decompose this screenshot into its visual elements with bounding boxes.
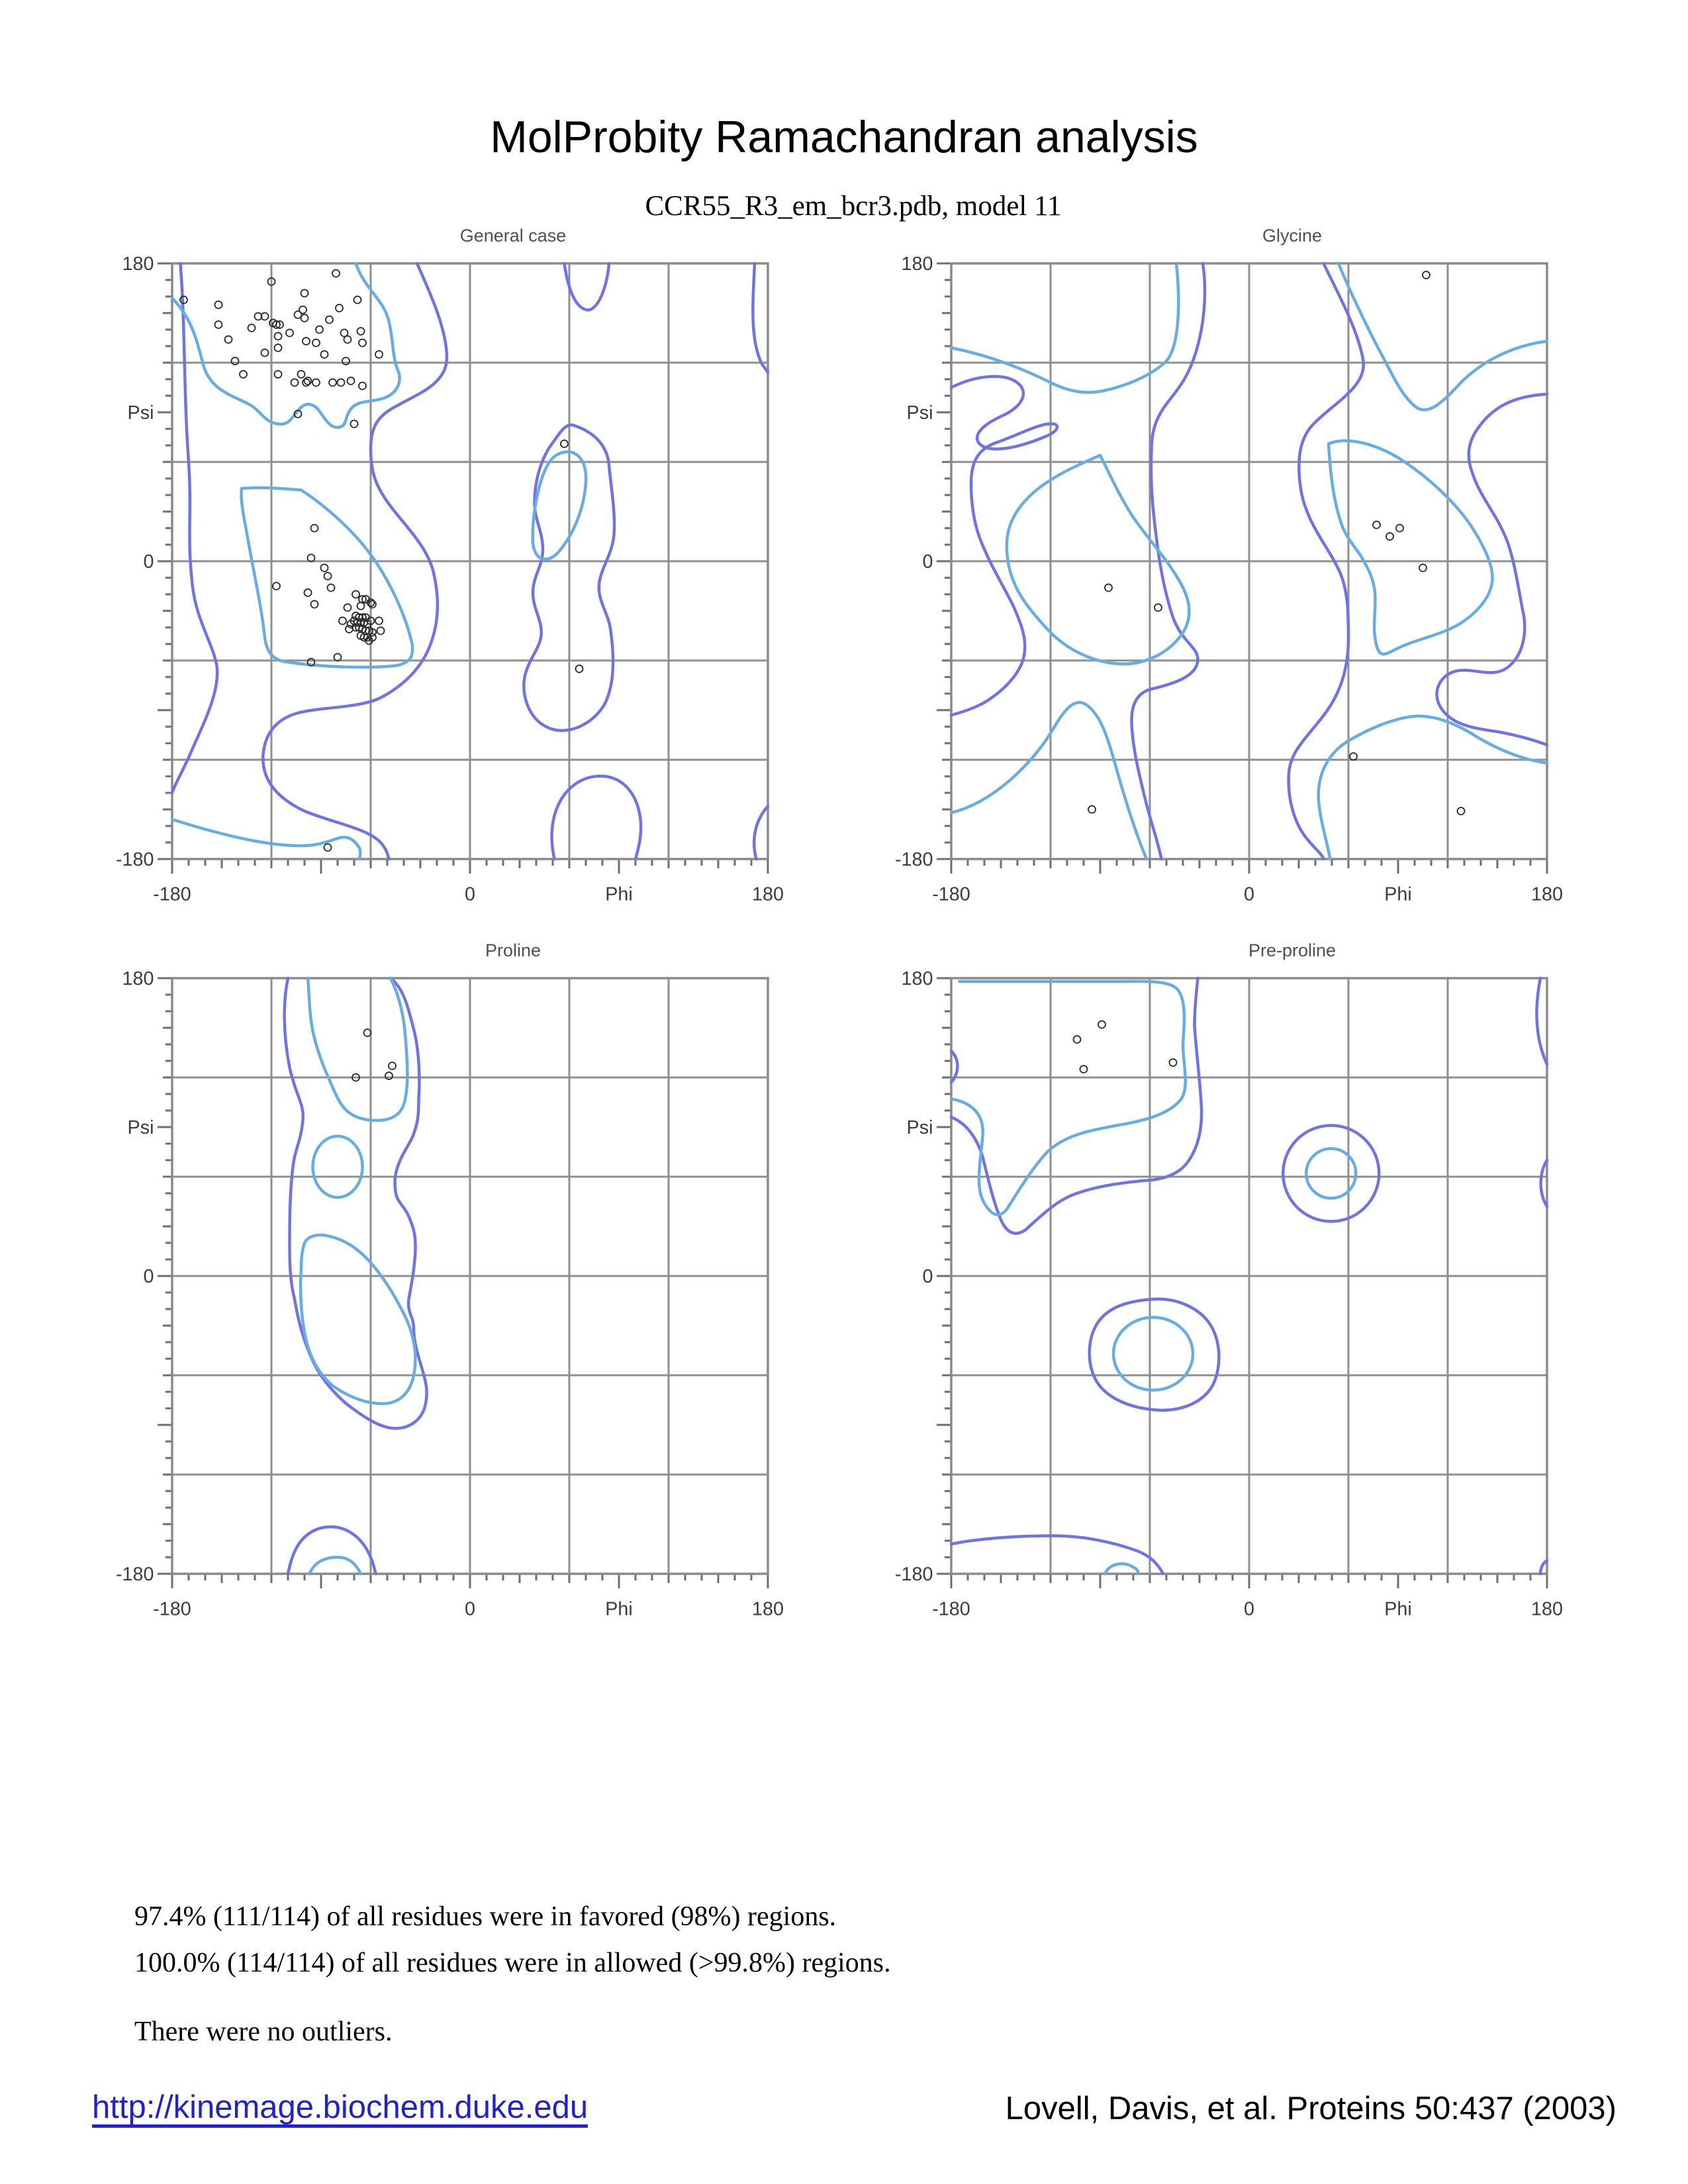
residue-point: [352, 591, 359, 598]
x-axis-label: Phi: [605, 1598, 633, 1620]
y-axis-label: Psi: [127, 1117, 154, 1138]
residue-point: [339, 617, 346, 625]
residue-point: [305, 377, 312, 385]
stat-allowed: 100.0% (114/114) of all residues were in allowed (>99.8%) regions.: [134, 1948, 891, 1978]
y-axis-label: 0: [922, 551, 933, 572]
residue-point: [344, 604, 352, 612]
residue-point: [326, 316, 333, 324]
residue-point: [1419, 565, 1427, 572]
residue-point: [1170, 1059, 1177, 1066]
x-axis-label: -180: [153, 1598, 191, 1620]
y-axis-label: 0: [143, 551, 154, 572]
residue-point: [215, 301, 222, 308]
residue-point: [324, 844, 332, 851]
x-axis-label: 0: [465, 884, 475, 905]
axis-labels: [116, 968, 784, 1620]
residue-point: [321, 351, 328, 358]
x-axis-label: 180: [1531, 1598, 1563, 1620]
contours-favored: [951, 981, 1356, 1574]
y-axis-label: -180: [115, 1564, 154, 1585]
axis-ticks: [937, 978, 1547, 1588]
y-axis-label: 180: [901, 968, 933, 989]
residue-point: [301, 290, 308, 297]
residue-point: [561, 440, 568, 447]
residue-point: [357, 602, 365, 610]
residue-point: [1386, 533, 1393, 540]
residue-point: [338, 379, 345, 387]
citation-text: Lovell, Davis, et al. Proteins 50:437 (2003): [1005, 2091, 1617, 2126]
grid-lines: [951, 263, 1547, 859]
plot-title-general-case: General case: [459, 226, 567, 246]
y-axis-label: -180: [894, 849, 933, 870]
residue-point: [375, 617, 383, 625]
residue-point: [303, 379, 310, 387]
plot-title-proline: Proline: [485, 940, 541, 960]
axis-ticks: [937, 263, 1547, 874]
residue-point: [576, 665, 583, 672]
stat-outliers: There were no outliers.: [134, 2017, 393, 2047]
y-axis-label: -180: [894, 1564, 933, 1585]
x-axis-label: -180: [153, 884, 191, 905]
ramachandran-plot-proline: [103, 962, 794, 1643]
y-axis-label: 0: [143, 1266, 154, 1287]
residue-point: [248, 324, 256, 332]
y-axis-label: 180: [122, 253, 154, 275]
residue-point: [225, 336, 232, 343]
page-subtitle: CCR55_R3_em_bcr3.pdb, model 11: [645, 191, 1062, 222]
residue-point: [1088, 806, 1096, 813]
y-axis-label: Psi: [906, 402, 933, 424]
residue-point: [359, 383, 366, 390]
residue-point: [312, 340, 320, 347]
residue-point: [1105, 584, 1112, 592]
residue-points: [352, 1029, 396, 1081]
x-axis-label: Phi: [605, 884, 633, 905]
ramachandran-plot-general-case: [103, 247, 794, 929]
residue-point: [301, 314, 308, 322]
residue-point: [1080, 1066, 1088, 1073]
ramachandran-plot-pre-proline: [882, 962, 1573, 1643]
y-axis-label: Psi: [906, 1117, 933, 1138]
residue-point: [303, 338, 310, 345]
stat-favored: 97.4% (111/114) of all residues were in favored (98%) regions.: [134, 1901, 837, 1932]
residue-point: [298, 371, 305, 378]
residue-point: [351, 420, 358, 428]
residue-point: [359, 340, 366, 347]
residue-point: [1373, 522, 1380, 529]
residue-point: [1396, 525, 1403, 532]
axis-labels: [116, 253, 784, 905]
kinemage-link[interactable]: http://kinemage.biochem.duke.edu: [92, 2089, 588, 2125]
y-axis-label: 0: [922, 1266, 933, 1287]
axis-ticks: [158, 978, 768, 1588]
x-axis-label: 0: [1244, 884, 1254, 905]
x-axis-label: 0: [1244, 1598, 1254, 1620]
residue-point: [348, 377, 355, 385]
residue-point: [286, 330, 293, 337]
grid-lines: [172, 978, 768, 1574]
residue-point: [324, 572, 332, 580]
residue-point: [312, 379, 320, 387]
plot-title-glycine: Glycine: [1262, 226, 1323, 246]
residue-point: [311, 601, 318, 608]
residue-point: [1098, 1021, 1105, 1028]
residue-point: [311, 525, 318, 532]
ramachandran-plot-glycine: [882, 247, 1573, 929]
residue-point: [261, 349, 269, 357]
x-axis-label: 180: [1531, 884, 1563, 905]
grid-lines: [951, 978, 1547, 1574]
x-axis-label: Phi: [1384, 1598, 1412, 1620]
x-axis-label: 180: [752, 884, 784, 905]
residue-point: [1154, 604, 1162, 612]
x-axis-label: 0: [465, 1598, 475, 1620]
y-axis-label: 180: [901, 253, 933, 275]
residue-point: [291, 379, 299, 387]
residue-point: [1423, 271, 1430, 279]
residue-point: [1458, 807, 1465, 815]
residue-point: [316, 326, 323, 334]
residue-point: [305, 589, 312, 596]
x-axis-label: -180: [932, 884, 970, 905]
residue-point: [354, 296, 361, 304]
y-axis-label: Psi: [127, 402, 154, 424]
residue-point: [240, 371, 247, 378]
x-axis-label: 180: [752, 1598, 784, 1620]
page-title: MolProbity Ramachandran analysis: [490, 112, 1198, 162]
residue-point: [321, 565, 328, 572]
residue-point: [336, 304, 343, 312]
residue-point: [344, 336, 352, 343]
axis-ticks: [158, 263, 768, 874]
x-axis-label: -180: [932, 1598, 970, 1620]
residue-point: [357, 328, 365, 335]
residue-point: [275, 344, 282, 351]
residue-point: [273, 582, 280, 590]
residue-points: [1074, 1021, 1177, 1073]
residue-point: [275, 333, 282, 340]
residue-point: [275, 371, 282, 378]
residue-point: [375, 351, 383, 358]
y-axis-label: 180: [122, 968, 154, 989]
y-axis-label: -180: [115, 849, 154, 870]
residue-point: [1074, 1036, 1081, 1043]
residue-point: [389, 1062, 396, 1069]
residue-point: [215, 321, 222, 328]
residue-point: [377, 627, 385, 635]
residue-point: [332, 270, 340, 277]
x-axis-label: Phi: [1384, 884, 1412, 905]
residue-point: [329, 379, 336, 387]
plot-title-pre-proline: Pre-proline: [1248, 940, 1336, 960]
axis-labels: [895, 968, 1563, 1620]
residue-points: [1088, 271, 1465, 815]
residue-point: [328, 584, 335, 592]
